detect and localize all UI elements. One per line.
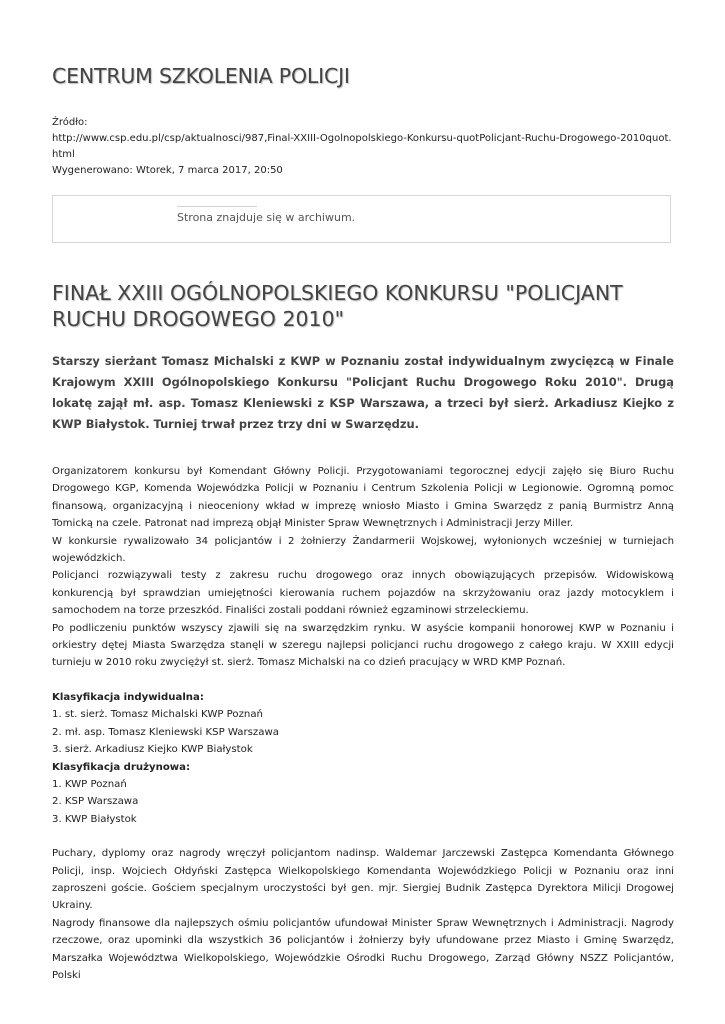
archive-notice-box <box>52 195 671 243</box>
article-title: FINAŁ XXIII OGÓLNOPOLSKIEGO KONKURSU "POLICJANT RUCHU DROGOWEGO 2010" <box>52 281 623 331</box>
spacer <box>52 828 674 845</box>
article-body <box>52 463 674 984</box>
generated-date: Wygenerowano: Wtorek, 7 marca 2017, 20:50 <box>52 165 283 176</box>
body-paragraph: Po podliczeniu punktów wszyscy zjawili się na swarzędzkim rynku. W asyście kompanii honorowej KWP w Poznaniu i orkiestry dętej Miasta Swarzędza stanęli w szeregu najlepsi policjanci ruchu drogowego z całego kraju. W XXIII edycji turnieju w 2010 roku zwyciężył st. sierż. Tomasz Michalski na co dzień pracujący w WRD KMP Poznań. <box>52 622 674 669</box>
body-paragraph: Organizatorem konkursu był Komendant Główny Policji. Przygotowaniami tegorocznej edycji zajęło się Biuro Ruchu Drogowego KGP, Komenda Wojewódzka Policji w Poznaniu i Centrum Szkolenia Policji w Legionowie. Ogromną pomoc finansową, organizacyjną i nieoceniony wkład w imprezę wniosło Miasto i Gmina Swarzędz z panią Burmistrz Anną Tomicką na czele. Patronat nad imprezą objął Minister Spraw Wewnętrznych i Administracji Jerzy Miller. <box>52 466 674 530</box>
source-url[interactable]: http://www.csp.edu.pl/csp/aktualnosci/987,Final-XXIII-Ogolnopolskiego-Konkursu-quotPolicjant-Ruchu-Drogowego-2010quot.html <box>52 133 672 160</box>
body-paragraph: Policjanci rozwiązywali testy z zakresu ruchu drogowego oraz innych obowiązujących przepisów. Widowiskową konkurencją był sprawdzian umiejętności kierowania ruchem pojazdów na skrzyżowaniu oraz jazdy motocyklem i samochodem na torze przeszkód. Finaliści zostali poddani również egzaminowi strzeleckiemu. <box>52 570 674 617</box>
individual-rank-item: 3. sierż. Arkadiusz Kiejko KWP Białystok <box>52 744 253 756</box>
body-paragraph: Nagrody finansowe dla najlepszych ośmiu policjantów ufundował Minister Spraw Wewnętrznych i Administracji. Nagrody rzeczowe, oraz upominki dla wszystkich 36 policjantów i żołnierzy były ufundowane przez Miasto i Gminę Swarzędz, Marszałka Województwa Wielkopolskiego, Wojewódzkie Ośrodki Ruchu Drogowego, Zarząd Główny NSZZ Policjantów, Polski <box>52 917 674 981</box>
spacer <box>52 672 674 689</box>
source-label: Źródło: <box>52 117 88 128</box>
site-title: CENTRUM SZKOLENIA POLICJI <box>52 64 350 88</box>
team-rank-item: 2. KSP Warszawa <box>52 796 139 808</box>
archive-divider <box>177 206 257 207</box>
team-rank-item: 1. KWP Poznań <box>52 778 127 790</box>
individual-rank-item: 2. mł. asp. Tomasz Kleniewski KSP Warszawa <box>52 726 279 738</box>
team-rank-item: 3. KWP Białystok <box>52 813 137 825</box>
body-paragraph: Puchary, dyplomy oraz nagrody wręczył policjantom nadinsp. Waldemar Jarczewski Zastępca Komendanta Głównego Policji, insp. Wojciech Ołdyński Zastępca Wielkopolskiego Komendanta Wojewódzkiego Policji w Poznaniu oraz inni zaproszeni goście. Gościem specjalnym uroczystości był gen. mjr. Siergiej Budnik Zastępca Dyrektora Milicji Drogowej Ukrainy. <box>52 848 674 912</box>
body-paragraph: W konkursie rywalizowało 34 policjantów i 2 żołnierzy Żandarmerii Wojskowej, wyłonionych wcześniej w turniejach wojewódzkich. <box>52 535 674 565</box>
source-meta <box>52 115 674 179</box>
individual-classification-heading: Klasyfikacja indywidualna: <box>52 691 204 703</box>
archive-notice: Strona znajduje się w archiwum. <box>177 211 356 224</box>
article-lead: Starszy sierżant Tomasz Michalski z KWP w Poznaniu został indywidualnym zwycięzcą w Finale Krajowym XXIII Ogólnopolskiego Konkursu "Policjant Ruchu Drogowego Roku 2010". Drugą lokatę zajął mł. asp. Tomasz Kleniewski z KSP Warszawa, a trzeci był sierż. Arkadiusz Kiejko z KWP Białystok. Turniej trwał przez trzy dni w Swarzędzu. <box>52 354 674 431</box>
team-classification-heading: Klasyfikacja drużynowa: <box>52 761 191 773</box>
individual-rank-item: 1. st. sierż. Tomasz Michalski KWP Poznań <box>52 709 263 721</box>
